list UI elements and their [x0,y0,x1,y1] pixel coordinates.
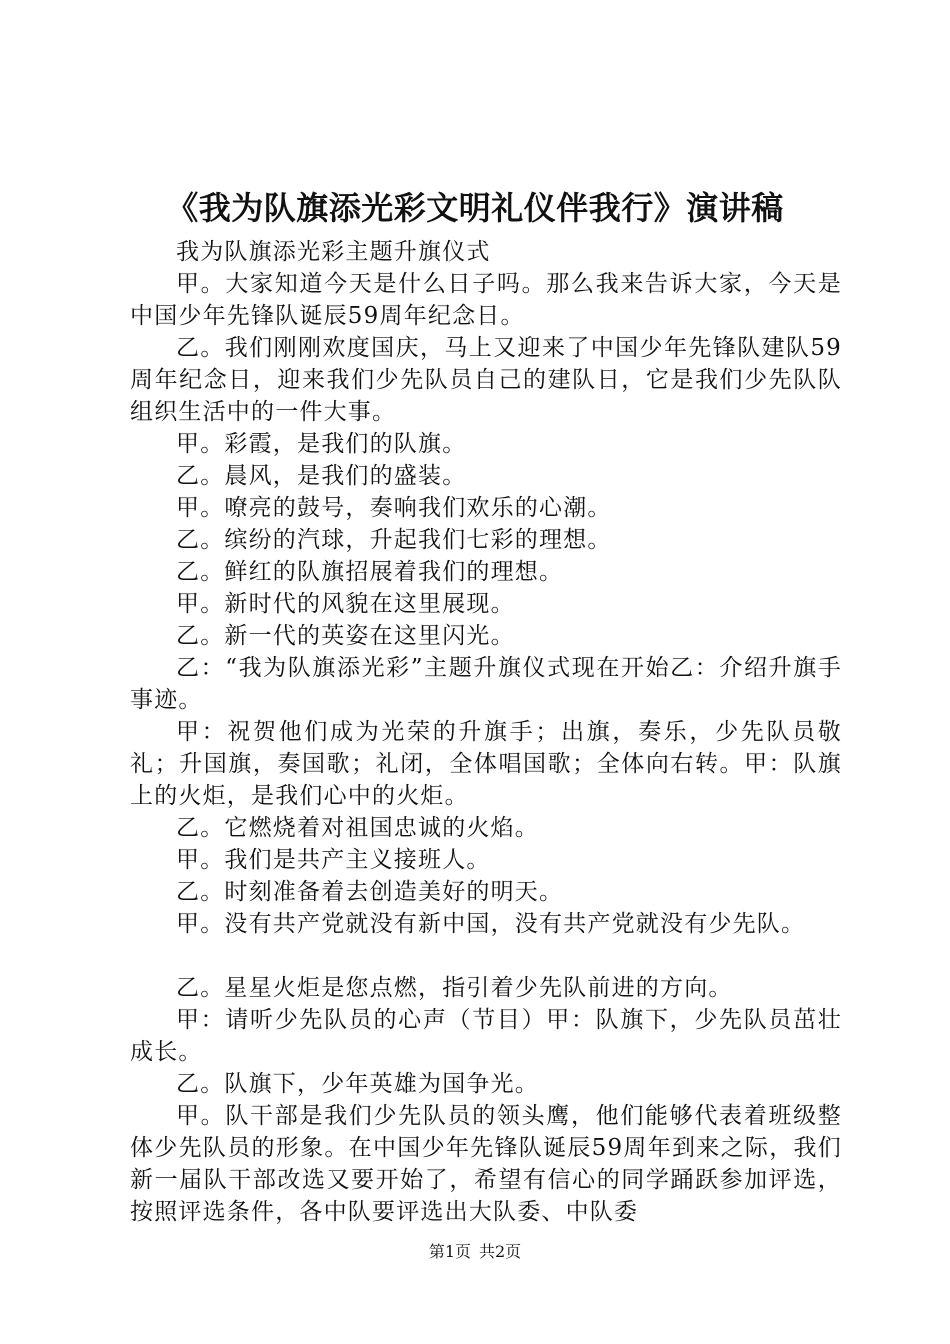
paragraph: 乙。新一代的英姿在这里闪光。 [176,623,515,649]
paragraph: 乙。队旗下，少年英雄为国争光。 [176,1071,539,1097]
paragraph: 乙。我们刚刚欢度国庆，马上又迎来了中国少年先锋队建队59周年纪念日，迎来我们少先队员自己的建队日，它是我们少先队队组织生活中的一件大事。 [130,335,842,425]
paragraph: 乙。晨风，是我们的盛装。 [176,463,467,489]
paragraph: 乙。时刻准备着去创造美好的明天。 [176,879,564,905]
paragraph: 乙。缤纷的汽球，升起我们七彩的理想。 [176,527,612,553]
document-title: 《我为队旗添光彩文明礼仪伴我行》演讲稿 [166,189,784,227]
document-body [130,236,842,1228]
paragraph: 乙。鲜红的队旗招展着我们的理想。 [176,559,564,585]
paragraph: 甲。嘹亮的鼓号，奏响我们欢乐的心潮。 [176,495,612,521]
page-number: 第1页 [428,1242,471,1261]
page-total: 共2页 [479,1242,522,1261]
paragraph: 甲。新时代的风貌在这里展现。 [176,591,515,617]
paragraph: 乙：“我为队旗添光彩”主题升旗仪式现在开始乙：介绍升旗手事迹。 [130,655,842,713]
paragraph: 乙。星星火炬是您点燃，指引着少先队前进的方向。 [176,975,733,1001]
paragraph: 甲：祝贺他们成为光荣的升旗手；出旗，奏乐，少先队员敬礼；升国旗，奏国歌；礼闭，全体唱国歌；全体向右转。甲：队旗上的火炬，是我们心中的火炬。 [130,719,842,809]
paragraph: 甲。队干部是我们少先队员的领头鹰，他们能够代表着班级整体少先队员的形象。在中国少年先锋队诞辰59周年到来之际，我们新一届队干部改选又要开始了，希望有信心的同学踊跃参加评选，按照评选条件，各中队要评选出大队委、中队委 [130,1103,842,1225]
paragraph: 我为队旗添光彩主题升旗仪式 [176,239,491,265]
paragraph: 甲：请听少先队员的心声（节目）甲：队旗下，少先队员茁壮成长。 [130,1007,842,1065]
paragraph: 甲。没有共产党就没有新中国，没有共产党就没有少先队。 [176,911,806,937]
paragraph: 甲。我们是共产主义接班人。 [176,847,491,873]
paragraph: 甲。大家知道今天是什么日子吗。那么我来告诉大家，今天是中国少年先锋队诞辰59周年纪念日。 [130,271,842,329]
page-footer [0,1240,950,1264]
paragraph: 乙。它燃烧着对祖国忠诚的火焰。 [176,815,539,841]
paragraph: 甲。彩霞，是我们的队旗。 [176,431,467,457]
